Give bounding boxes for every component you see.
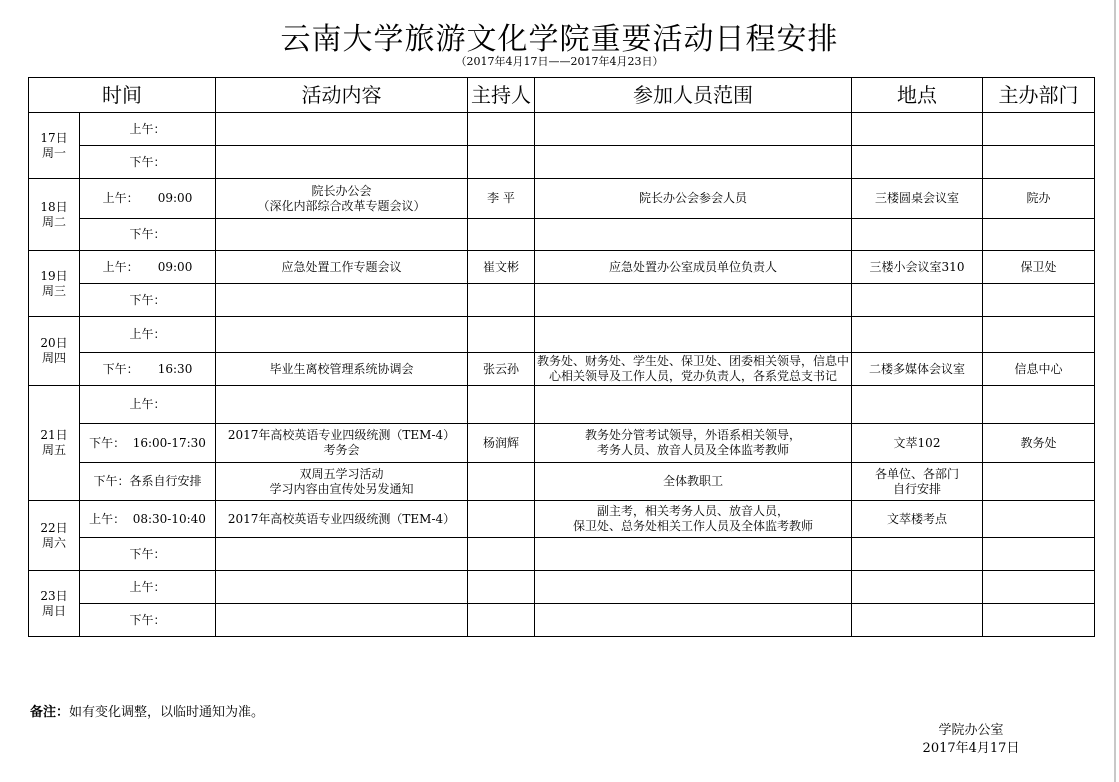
time-cell: 下午：: [80, 284, 216, 317]
content-cell: 双周五学习活动 学习内容由宣传处另发通知: [216, 463, 468, 501]
content-cell: [216, 146, 468, 179]
host-cell: [468, 386, 535, 424]
day-cell: [29, 251, 80, 317]
dept-cell: 教务处: [983, 424, 1095, 463]
host-cell: 杨润辉: [468, 424, 535, 463]
participants-cell: 全体教职工: [535, 463, 852, 501]
participants-cell: [535, 284, 852, 317]
time-cell: 上午：: [80, 571, 216, 604]
table-row: [29, 284, 1095, 317]
header-host: 主持人: [468, 78, 535, 113]
note-label: 备注：: [30, 705, 70, 720]
participants-cell: 教务处、财务处、学生处、保卫处、团委相关领导，信息中心相关领导及工作人员，党办负责人，各系党总支书记: [535, 353, 852, 386]
date-range-subtitle: （2017年4月17日——2017年4月23日）: [455, 55, 664, 68]
header-participants: 参加人员范围: [535, 78, 852, 113]
header-row: [29, 78, 1095, 113]
day-cell: [29, 179, 80, 251]
location-cell: [852, 284, 983, 317]
location-cell: [852, 538, 983, 571]
schedule-table: [28, 77, 1095, 637]
day-label: 23日 周日: [40, 588, 68, 618]
host-cell: [468, 219, 535, 251]
dept-cell: [983, 463, 1095, 501]
location-cell: 三楼小会议室310: [852, 251, 983, 284]
day-cell: [29, 571, 80, 637]
table-row: [29, 424, 1095, 463]
host-cell: [468, 571, 535, 604]
participants-cell: [535, 219, 852, 251]
dept-cell: [983, 219, 1095, 251]
content-cell: [216, 284, 468, 317]
participants-cell: 副主考，相关考务人员、放音人员， 保卫处、总务处相关工作人员及全体监考教师: [535, 501, 852, 538]
content-cell: [216, 317, 468, 353]
dept-cell: [983, 284, 1095, 317]
content-cell: [216, 219, 468, 251]
content-cell: 毕业生离校管理系统协调会: [216, 353, 468, 386]
day-label: 22日 周六: [40, 520, 68, 550]
location-cell: 三楼圆桌会议室: [852, 179, 983, 219]
table-row: [29, 604, 1095, 637]
day-label: 17日 周一: [40, 130, 68, 160]
host-cell: [468, 284, 535, 317]
content-cell: [216, 604, 468, 637]
dept-cell: [983, 146, 1095, 179]
location-cell: [852, 146, 983, 179]
content-cell: 院长办公会 （深化内部综合改革专题会议）: [216, 179, 468, 219]
dept-cell: [983, 571, 1095, 604]
host-cell: [468, 538, 535, 571]
time-cell: 下午：: [80, 219, 216, 251]
time-cell: 下午： 16:30: [80, 353, 216, 386]
content-cell: [216, 538, 468, 571]
day-cell: [29, 386, 80, 501]
host-cell: [468, 146, 535, 179]
time-cell: 上午：: [80, 317, 216, 353]
participants-cell: [535, 386, 852, 424]
time-cell: 下午：各系自行安排: [80, 463, 216, 501]
header-dept: 主办部门: [983, 78, 1095, 113]
participants-cell: [535, 146, 852, 179]
signature-date: 2017年4月17日: [922, 741, 1020, 756]
host-cell: 李 平: [468, 179, 535, 219]
day-label: 18日 周二: [40, 199, 68, 229]
time-cell: 下午：: [80, 146, 216, 179]
day-cell: [29, 501, 80, 571]
note-text: 如有变化调整，以临时通知为准。: [69, 705, 265, 720]
location-cell: 文萃102: [852, 424, 983, 463]
host-cell: [468, 604, 535, 637]
content-cell: 应急处置工作专题会议: [216, 251, 468, 284]
host-cell: [468, 463, 535, 501]
signature-office: 学院办公室: [938, 723, 1004, 738]
dept-cell: [983, 113, 1095, 146]
participants-cell: 应急处置办公室成员单位负责人: [535, 251, 852, 284]
table-row: [29, 113, 1095, 146]
content-cell: [216, 386, 468, 424]
header-time: 时间: [29, 78, 216, 113]
day-cell: [29, 317, 80, 386]
day-label: 19日 周三: [40, 268, 68, 298]
table-row: [29, 317, 1095, 353]
location-cell: [852, 113, 983, 146]
table-row: [29, 179, 1095, 219]
day-cell: [29, 113, 80, 179]
content-cell: [216, 113, 468, 146]
time-cell: 上午： 08:30-10:40: [80, 501, 216, 538]
page-edge: [1114, 0, 1116, 782]
dept-cell: [983, 604, 1095, 637]
day-label: 21日 周五: [40, 428, 68, 457]
participants-cell: [535, 571, 852, 604]
time-cell: 下午： 16:00-17:30: [80, 424, 216, 463]
host-cell: 崔文彬: [468, 251, 535, 284]
content-cell: [216, 571, 468, 604]
location-cell: [852, 219, 983, 251]
table-row: [29, 251, 1095, 284]
table-row: [29, 538, 1095, 571]
page-title: 云南大学旅游文化学院重要活动日程安排: [280, 22, 839, 57]
host-cell: [468, 113, 535, 146]
time-cell: 下午：: [80, 538, 216, 571]
table-row: [29, 463, 1095, 501]
dept-cell: 院办: [983, 179, 1095, 219]
dept-cell: [983, 317, 1095, 353]
participants-cell: [535, 538, 852, 571]
time-cell: 上午：: [80, 113, 216, 146]
location-cell: [852, 386, 983, 424]
participants-cell: 院长办公会参会人员: [535, 179, 852, 219]
location-cell: [852, 571, 983, 604]
dept-cell: [983, 538, 1095, 571]
host-cell: [468, 501, 535, 538]
time-cell: 上午： 09:00: [80, 179, 216, 219]
day-label: 20日 周四: [40, 336, 68, 365]
dept-cell: 保卫处: [983, 251, 1095, 284]
table-row: [29, 501, 1095, 538]
table-row: [29, 353, 1095, 386]
content-cell: 2017年高校英语专业四级统测（TEM-4）: [216, 501, 468, 538]
table-row: [29, 219, 1095, 251]
participants-cell: 教务处分管考试领导，外语系相关领导， 考务人员、放音人员及全体监考教师: [535, 424, 852, 463]
signature-block: [906, 722, 1036, 758]
location-cell: 二楼多媒体会议室: [852, 353, 983, 386]
header-location: 地点: [852, 78, 983, 113]
host-cell: [468, 317, 535, 353]
dept-cell: [983, 386, 1095, 424]
dept-cell: 信息中心: [983, 353, 1095, 386]
footnote: [30, 701, 264, 720]
location-cell: [852, 317, 983, 353]
host-cell: 张云孙: [468, 353, 535, 386]
time-cell: 下午：: [80, 604, 216, 637]
participants-cell: [535, 604, 852, 637]
table-row: [29, 386, 1095, 424]
table-row: [29, 146, 1095, 179]
participants-cell: [535, 113, 852, 146]
header-content: 活动内容: [216, 78, 468, 113]
location-cell: 各单位、各部门 自行安排: [852, 463, 983, 501]
dept-cell: [983, 501, 1095, 538]
location-cell: 文萃楼考点: [852, 501, 983, 538]
content-cell: 2017年高校英语专业四级统测（TEM-4） 考务会: [216, 424, 468, 463]
participants-cell: [535, 317, 852, 353]
location-cell: [852, 604, 983, 637]
table-row: [29, 571, 1095, 604]
time-cell: 上午： 09:00: [80, 251, 216, 284]
time-cell: 上午：: [80, 386, 216, 424]
